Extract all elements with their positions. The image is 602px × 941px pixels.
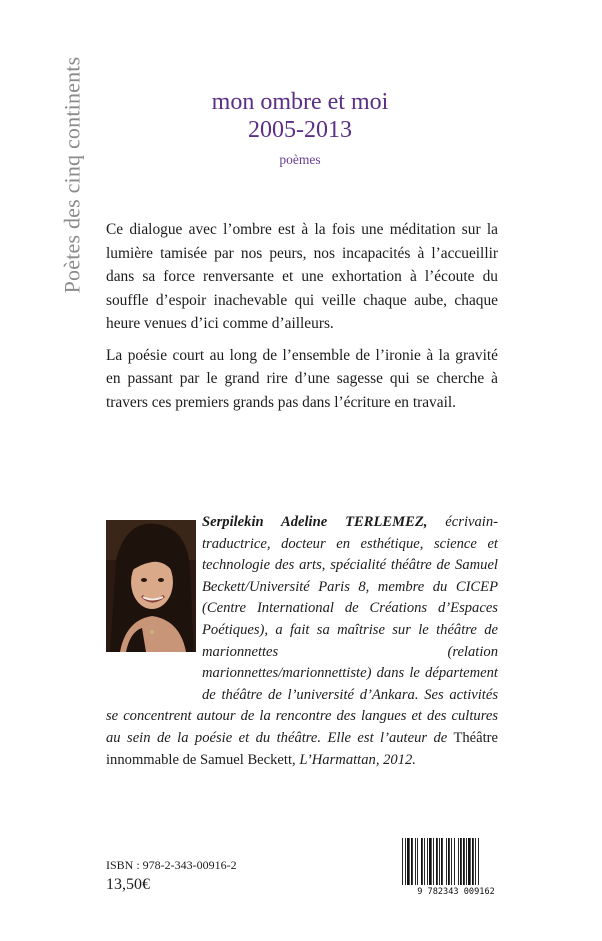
author-bio xyxy=(106,512,498,771)
barcode-bar xyxy=(441,838,443,885)
author-name: Serpilekin Adeline TERLEMEZ, xyxy=(202,514,428,530)
isbn: ISBN : 978-2-343-00916-2 xyxy=(106,858,237,872)
barcode-bar xyxy=(454,838,455,885)
barcode-bar xyxy=(458,838,459,885)
barcode-bar xyxy=(446,838,447,885)
bio-text: écrivain-traductrice, docteur en esthétique, science et technologie des arts, spécialité théâtre de Samuel Beckett/Université Paris 8, membre du CICEP (Centre International de Créations d’Espaces Poétiques), a fait sa maîtrise sur le théâtre de marionnettes (relation marionnettes/marionnettiste) dans le département de théâtre de l’université d’Ankara. Ses activités se concentrent autour de la rencontre des langues et des cultures au sein de la poésie et du théâtre. Elle est l’auteur de xyxy=(106,514,498,746)
book-years: 2005-2013 xyxy=(248,117,352,143)
blurb-paragraph: Ce dialogue avec l’ombre est à la fois une méditation sur la lumière tamisée par nos peurs, nos incapacités à l’accueillir dans sa force renversante et une exhortation à l’écoute du souffle d’espoir inachevable qui veille chaque aube, chaque heure venues d’ici comme d’ailleurs. xyxy=(106,221,498,332)
blurb xyxy=(106,218,498,422)
barcode-bar xyxy=(472,838,474,885)
barcode-bar xyxy=(427,838,428,885)
barcode-bar xyxy=(405,838,406,885)
barcode-digits: 9 782343 009162 xyxy=(417,887,495,896)
barcode-bar xyxy=(411,838,413,885)
barcode-bar xyxy=(463,838,465,885)
barcode-bar xyxy=(448,838,450,885)
book-title: mon ombre et moi xyxy=(211,89,389,115)
barcode-bar xyxy=(433,838,434,885)
barcode-bar xyxy=(475,838,476,885)
barcode-bar xyxy=(421,838,423,885)
bio-publisher: L’Harmattan, 2012. xyxy=(299,751,416,768)
barcode-bar xyxy=(466,838,467,885)
barcode-bar xyxy=(415,838,416,885)
barcode-bars xyxy=(402,838,479,885)
spine-series-title xyxy=(52,25,92,325)
barcode-bar xyxy=(468,838,471,885)
barcode-bar xyxy=(460,838,462,885)
barcode-bar xyxy=(407,838,410,885)
barcode-bar xyxy=(402,838,403,885)
barcode-bar xyxy=(417,838,418,885)
barcode-bar xyxy=(478,838,479,885)
barcode-bar xyxy=(439,838,440,885)
barcode xyxy=(400,836,512,896)
blurb-paragraph: La poésie court au long de l’ensemble de l’ironie à la gravité en passant par le grand rire d’une sagesse qui se cherche à travers ces premiers grands pas dans l’écriture en travail. xyxy=(106,346,498,411)
title-block xyxy=(110,88,490,168)
barcode-bar xyxy=(424,838,425,885)
bio-book-title: Théâtre innommable de Samuel Beckett, xyxy=(106,729,499,768)
price: 13,50€ xyxy=(106,876,150,893)
photo-spacer xyxy=(106,512,202,692)
series-name: Poètes des cinq continents xyxy=(59,56,84,294)
book-genre: poèmes xyxy=(279,152,321,167)
barcode-bar xyxy=(451,838,452,885)
barcode-bar xyxy=(436,838,438,885)
barcode-bar xyxy=(429,838,432,885)
